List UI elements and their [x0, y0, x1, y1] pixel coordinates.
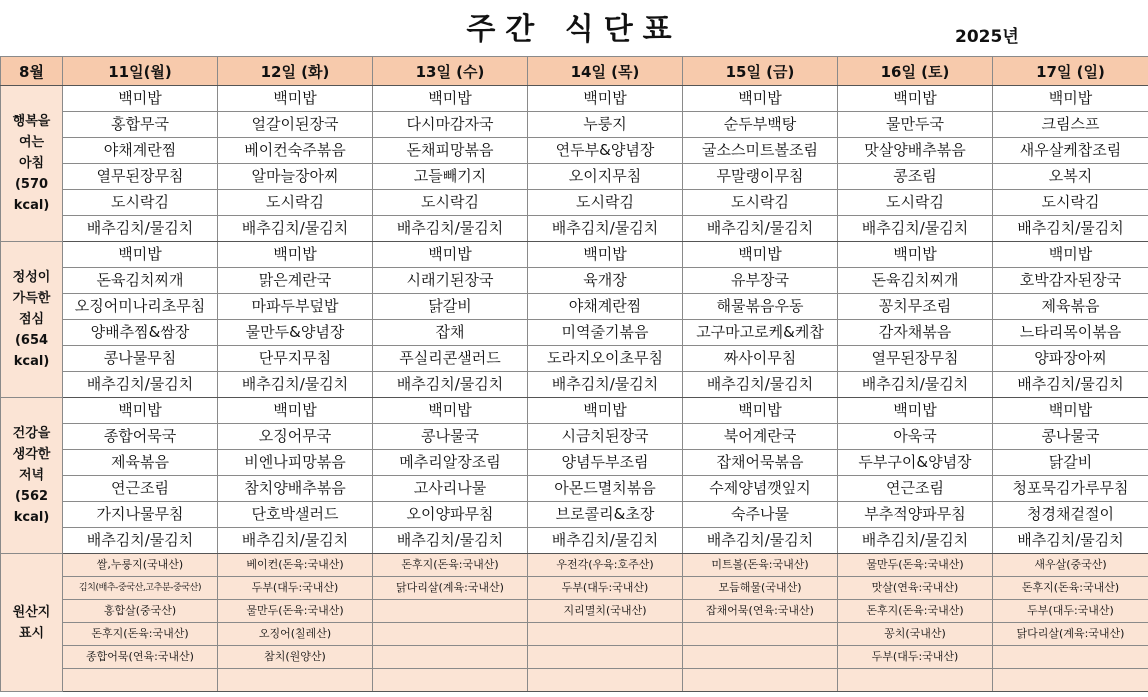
- origin-cell: [683, 646, 838, 669]
- origin-cell: 두부(대두:국내산): [218, 577, 373, 600]
- breakfast-cell: 배추김치/물김치: [838, 216, 993, 242]
- lunch-cell: 백미밥: [373, 242, 528, 268]
- breakfast-label-line: 여는: [18, 135, 45, 150]
- breakfast-cell: 백미밥: [218, 86, 373, 112]
- breakfast-cell: 도시락김: [528, 190, 683, 216]
- origin-cell: [683, 669, 838, 692]
- lunch-cell: 백미밥: [993, 242, 1148, 268]
- breakfast-cell: 백미밥: [528, 86, 683, 112]
- breakfast-row: [1, 190, 1148, 216]
- origin-cell: 참치(원양산): [218, 646, 373, 669]
- origin-cell: [373, 646, 528, 669]
- lunch-cell: 제육볶음: [993, 294, 1148, 320]
- origin-cell: 홍합살(중국산): [63, 600, 218, 623]
- lunch-cell: 배추김치/물김치: [528, 372, 683, 398]
- dinner-cell: 배추김치/물김치: [838, 528, 993, 554]
- origin-cell: 돈후지(돈육:국내산): [838, 600, 993, 623]
- dinner-cell: 숙주나물: [683, 502, 838, 528]
- origin-cell: 미트볼(돈육:국내산): [683, 554, 838, 577]
- lunch-row: [1, 242, 1148, 268]
- lunch-cell: 해물볶음우동: [683, 294, 838, 320]
- dinner-cell: 단호박샐러드: [218, 502, 373, 528]
- dinner-cell: 배추김치/물김치: [683, 528, 838, 554]
- breakfast-cell: 얼갈이된장국: [218, 112, 373, 138]
- dinner-cell: 연근조림: [63, 476, 218, 502]
- dinner-cell: 아욱국: [838, 424, 993, 450]
- lunch-cell: 백미밥: [528, 242, 683, 268]
- origin-row: [1, 646, 1148, 669]
- dinner-row: [1, 528, 1148, 554]
- breakfast-cell: 크림스프: [993, 112, 1148, 138]
- breakfast-cell: 도시락김: [63, 190, 218, 216]
- lunch-row: [1, 372, 1148, 398]
- lunch-cell: 배추김치/물김치: [373, 372, 528, 398]
- origin-cell: 두부(대두:국내산): [838, 646, 993, 669]
- lunch-cell: 배추김치/물김치: [838, 372, 993, 398]
- dinner-cell: 배추김치/물김치: [218, 528, 373, 554]
- breakfast-cell: 배추김치/물김치: [63, 216, 218, 242]
- breakfast-cell: 고들빼기지: [373, 164, 528, 190]
- lunch-row: [1, 294, 1148, 320]
- dinner-cell: 백미밥: [838, 398, 993, 424]
- dinner-label: [1, 398, 63, 554]
- dinner-cell: 비엔나피망볶음: [218, 450, 373, 476]
- dinner-cell: 청포묵김가루무침: [993, 476, 1148, 502]
- breakfast-cell: 연두부&양념장: [528, 138, 683, 164]
- lunch-cell: 고구마고로케&케찹: [683, 320, 838, 346]
- dinner-cell: 고사리나물: [373, 476, 528, 502]
- day-header: 15일 (금): [683, 57, 838, 86]
- origin-cell: [528, 646, 683, 669]
- breakfast-cell: 백미밥: [373, 86, 528, 112]
- day-header: 14일 (목): [528, 57, 683, 86]
- dinner-label-line: 생각한: [12, 447, 51, 462]
- lunch-label-line: 정성이: [12, 270, 51, 285]
- weekly-menu-table: [0, 56, 1148, 692]
- day-header: 13일 (수): [373, 57, 528, 86]
- breakfast-cell: 순두부백탕: [683, 112, 838, 138]
- origin-cell: 잡채어묵(연육:국내산): [683, 600, 838, 623]
- lunch-cell: 잡채: [373, 320, 528, 346]
- dinner-cell: 백미밥: [63, 398, 218, 424]
- dinner-cell: 백미밥: [218, 398, 373, 424]
- breakfast-cell: 열무된장무침: [63, 164, 218, 190]
- dinner-row: [1, 476, 1148, 502]
- dinner-cell: 백미밥: [993, 398, 1148, 424]
- dinner-label-line: 건강을: [12, 426, 51, 441]
- breakfast-cell: 배추김치/물김치: [373, 216, 528, 242]
- breakfast-row: [1, 86, 1148, 112]
- breakfast-cell: 콩조림: [838, 164, 993, 190]
- origin-cell: 꽁치(국내산): [838, 623, 993, 646]
- dinner-cell: 잡채어묵볶음: [683, 450, 838, 476]
- breakfast-cell: 백미밥: [993, 86, 1148, 112]
- lunch-label-line: (654: [14, 333, 49, 348]
- title-area: [0, 0, 1148, 56]
- origin-row: [1, 554, 1148, 577]
- lunch-cell: 백미밥: [218, 242, 373, 268]
- lunch-cell: 양파장아찌: [993, 346, 1148, 372]
- lunch-cell: 배추김치/물김치: [993, 372, 1148, 398]
- breakfast-cell: 백미밥: [838, 86, 993, 112]
- breakfast-cell: 굴소스미트볼조림: [683, 138, 838, 164]
- breakfast-cell: 베이컨숙주볶음: [218, 138, 373, 164]
- origin-row: [1, 577, 1148, 600]
- lunch-cell: 배추김치/물김치: [218, 372, 373, 398]
- lunch-cell: 도라지오이초무침: [528, 346, 683, 372]
- breakfast-cell: 배추김치/물김치: [218, 216, 373, 242]
- dinner-cell: 백미밥: [373, 398, 528, 424]
- origin-row: [1, 669, 1148, 692]
- dinner-cell: 배추김치/물김치: [373, 528, 528, 554]
- origin-cell: [528, 669, 683, 692]
- origin-cell: 지리멸치(국내산): [528, 600, 683, 623]
- lunch-cell: 닭갈비: [373, 294, 528, 320]
- origin-cell: [993, 646, 1148, 669]
- dinner-cell: 연근조림: [838, 476, 993, 502]
- origin-cell: 종합어묵(연육:국내산): [63, 646, 218, 669]
- dinner-cell: 콩나물국: [993, 424, 1148, 450]
- breakfast-cell: 도시락김: [683, 190, 838, 216]
- breakfast-cell: 누룽지: [528, 112, 683, 138]
- day-header: 11일(월): [63, 57, 218, 86]
- breakfast-cell: 무말랭이무침: [683, 164, 838, 190]
- day-header: 12일 (화): [218, 57, 373, 86]
- dinner-row: [1, 424, 1148, 450]
- origin-cell: 돈후지(돈육:국내산): [993, 577, 1148, 600]
- origin-cell: 모듬해물(국내산): [683, 577, 838, 600]
- breakfast-cell: 오이지무침: [528, 164, 683, 190]
- origin-cell: 닭다리살(계육:국내산): [373, 577, 528, 600]
- lunch-cell: 유부장국: [683, 268, 838, 294]
- lunch-cell: 오징어미나리초무침: [63, 294, 218, 320]
- breakfast-cell: 오복지: [993, 164, 1148, 190]
- origin-row: [1, 600, 1148, 623]
- breakfast-cell: 맛살양배추볶음: [838, 138, 993, 164]
- dinner-cell: 제육볶음: [63, 450, 218, 476]
- dinner-cell: 북어계란국: [683, 424, 838, 450]
- lunch-cell: 물만두&양념장: [218, 320, 373, 346]
- lunch-cell: 백미밥: [838, 242, 993, 268]
- breakfast-cell: 도시락김: [838, 190, 993, 216]
- origin-cell: [373, 623, 528, 646]
- lunch-cell: 열무된장무침: [838, 346, 993, 372]
- lunch-label-line: 가득한: [12, 291, 51, 306]
- origin-cell: [528, 623, 683, 646]
- lunch-cell: 배추김치/물김치: [63, 372, 218, 398]
- breakfast-cell: 다시마감자국: [373, 112, 528, 138]
- breakfast-label-line: 행복을: [12, 114, 51, 129]
- origin-label-line: 표시: [18, 625, 45, 641]
- dinner-cell: 브로콜리&초장: [528, 502, 683, 528]
- dinner-cell: 백미밥: [528, 398, 683, 424]
- dinner-label-line: (562: [14, 489, 49, 504]
- lunch-cell: 백미밥: [683, 242, 838, 268]
- lunch-cell: 짜사이무침: [683, 346, 838, 372]
- lunch-cell: 시래기된장국: [373, 268, 528, 294]
- dinner-cell: 아몬드멸치볶음: [528, 476, 683, 502]
- dinner-cell: 참치양배추볶음: [218, 476, 373, 502]
- breakfast-cell: 홍합무국: [63, 112, 218, 138]
- lunch-cell: 미역줄기볶음: [528, 320, 683, 346]
- lunch-row: [1, 346, 1148, 372]
- dinner-label-line: kcal): [13, 510, 50, 525]
- dinner-cell: 콩나물국: [373, 424, 528, 450]
- dinner-cell: 오징어무국: [218, 424, 373, 450]
- lunch-cell: 감자채볶음: [838, 320, 993, 346]
- lunch-cell: 백미밥: [63, 242, 218, 268]
- breakfast-cell: 백미밥: [683, 86, 838, 112]
- dinner-cell: 청경채겉절이: [993, 502, 1148, 528]
- origin-cell: [838, 669, 993, 692]
- dinner-row: [1, 398, 1148, 424]
- breakfast-cell: 백미밥: [63, 86, 218, 112]
- dinner-cell: 백미밥: [683, 398, 838, 424]
- lunch-cell: 배추김치/물김치: [683, 372, 838, 398]
- lunch-row: [1, 268, 1148, 294]
- breakfast-cell: 물만두국: [838, 112, 993, 138]
- dinner-cell: 배추김치/물김치: [993, 528, 1148, 554]
- day-header: 17일 (일): [993, 57, 1148, 86]
- origin-cell: 맛살(연육:국내산): [838, 577, 993, 600]
- origin-cell: 우전각(우육:호주산): [528, 554, 683, 577]
- breakfast-cell: 야채계란찜: [63, 138, 218, 164]
- origin-label: [1, 554, 63, 692]
- origin-cell: 쌀,누룽지(국내산): [63, 554, 218, 577]
- breakfast-label: [1, 86, 63, 242]
- origin-cell: 베이컨(돈육:국내산): [218, 554, 373, 577]
- breakfast-row: [1, 138, 1148, 164]
- origin-cell: 물만두(돈육:국내산): [218, 600, 373, 623]
- origin-cell: [993, 669, 1148, 692]
- lunch-label: [1, 242, 63, 398]
- breakfast-cell: 도시락김: [993, 190, 1148, 216]
- origin-cell: [373, 669, 528, 692]
- lunch-cell: 꽁치무조림: [838, 294, 993, 320]
- dinner-row: [1, 502, 1148, 528]
- dinner-cell: 오이양파무침: [373, 502, 528, 528]
- origin-cell: [63, 669, 218, 692]
- dinner-label-line: 저녁: [18, 468, 45, 483]
- dinner-cell: 배추김치/물김치: [63, 528, 218, 554]
- lunch-row: [1, 320, 1148, 346]
- origin-cell: 돈후지(돈육:국내산): [63, 623, 218, 646]
- dinner-cell: 배추김치/물김치: [528, 528, 683, 554]
- breakfast-cell: 알마늘장아찌: [218, 164, 373, 190]
- dinner-cell: 두부구이&양념장: [838, 450, 993, 476]
- origin-cell: [373, 600, 528, 623]
- year-label: 2025년: [955, 27, 1019, 47]
- page-title: 주간 식단표: [466, 12, 682, 47]
- origin-cell: [683, 623, 838, 646]
- origin-cell: 새우살(중국산): [993, 554, 1148, 577]
- lunch-cell: 돈육김치찌개: [838, 268, 993, 294]
- origin-cell: [218, 669, 373, 692]
- breakfast-cell: 배추김치/물김치: [993, 216, 1148, 242]
- lunch-cell: 야채계란찜: [528, 294, 683, 320]
- breakfast-cell: 돈채피망볶음: [373, 138, 528, 164]
- origin-cell: 김치(배추-중국산,고추분-중국산): [63, 577, 218, 600]
- breakfast-cell: 도시락김: [373, 190, 528, 216]
- dinner-cell: 종합어묵국: [63, 424, 218, 450]
- breakfast-label-line: 아침: [18, 156, 45, 171]
- lunch-cell: 호박감자된장국: [993, 268, 1148, 294]
- lunch-cell: 맑은계란국: [218, 268, 373, 294]
- origin-cell: 오징어(칠레산): [218, 623, 373, 646]
- lunch-label-line: 점심: [18, 312, 45, 327]
- origin-cell: 두부(대두:국내산): [993, 600, 1148, 623]
- dinner-cell: 시금치된장국: [528, 424, 683, 450]
- dinner-cell: 양념두부조림: [528, 450, 683, 476]
- breakfast-cell: 배추김치/물김치: [528, 216, 683, 242]
- breakfast-label-line: (570: [14, 177, 49, 192]
- lunch-cell: 느타리목이볶음: [993, 320, 1148, 346]
- month-header: 8월: [1, 57, 63, 86]
- dinner-cell: 가지나물무침: [63, 502, 218, 528]
- lunch-cell: 단무지무침: [218, 346, 373, 372]
- header-row: [1, 57, 1148, 86]
- lunch-cell: 푸실리콘샐러드: [373, 346, 528, 372]
- breakfast-row: [1, 112, 1148, 138]
- breakfast-row: [1, 216, 1148, 242]
- origin-cell: 닭다리살(계육:국내산): [993, 623, 1148, 646]
- breakfast-cell: 배추김치/물김치: [683, 216, 838, 242]
- dinner-cell: 메추리알장조림: [373, 450, 528, 476]
- lunch-cell: 육개장: [528, 268, 683, 294]
- breakfast-label-line: kcal): [13, 198, 50, 213]
- breakfast-cell: 새우살케찹조림: [993, 138, 1148, 164]
- day-header: 16일 (토): [838, 57, 993, 86]
- breakfast-row: [1, 164, 1148, 190]
- lunch-cell: 양배추찜&쌈장: [63, 320, 218, 346]
- dinner-cell: 부추적양파무침: [838, 502, 993, 528]
- breakfast-cell: 도시락김: [218, 190, 373, 216]
- lunch-cell: 돈육김치찌개: [63, 268, 218, 294]
- origin-row: [1, 623, 1148, 646]
- lunch-label-line: kcal): [13, 354, 50, 369]
- dinner-cell: 수제양념깻잎지: [683, 476, 838, 502]
- origin-label-line: 원산지: [12, 604, 51, 620]
- origin-cell: 두부(대두:국내산): [528, 577, 683, 600]
- lunch-cell: 콩나물무침: [63, 346, 218, 372]
- lunch-cell: 마파두부덮밥: [218, 294, 373, 320]
- origin-cell: 물만두(돈육:국내산): [838, 554, 993, 577]
- dinner-row: [1, 450, 1148, 476]
- dinner-cell: 닭갈비: [993, 450, 1148, 476]
- origin-cell: 돈후지(돈육:국내산): [373, 554, 528, 577]
